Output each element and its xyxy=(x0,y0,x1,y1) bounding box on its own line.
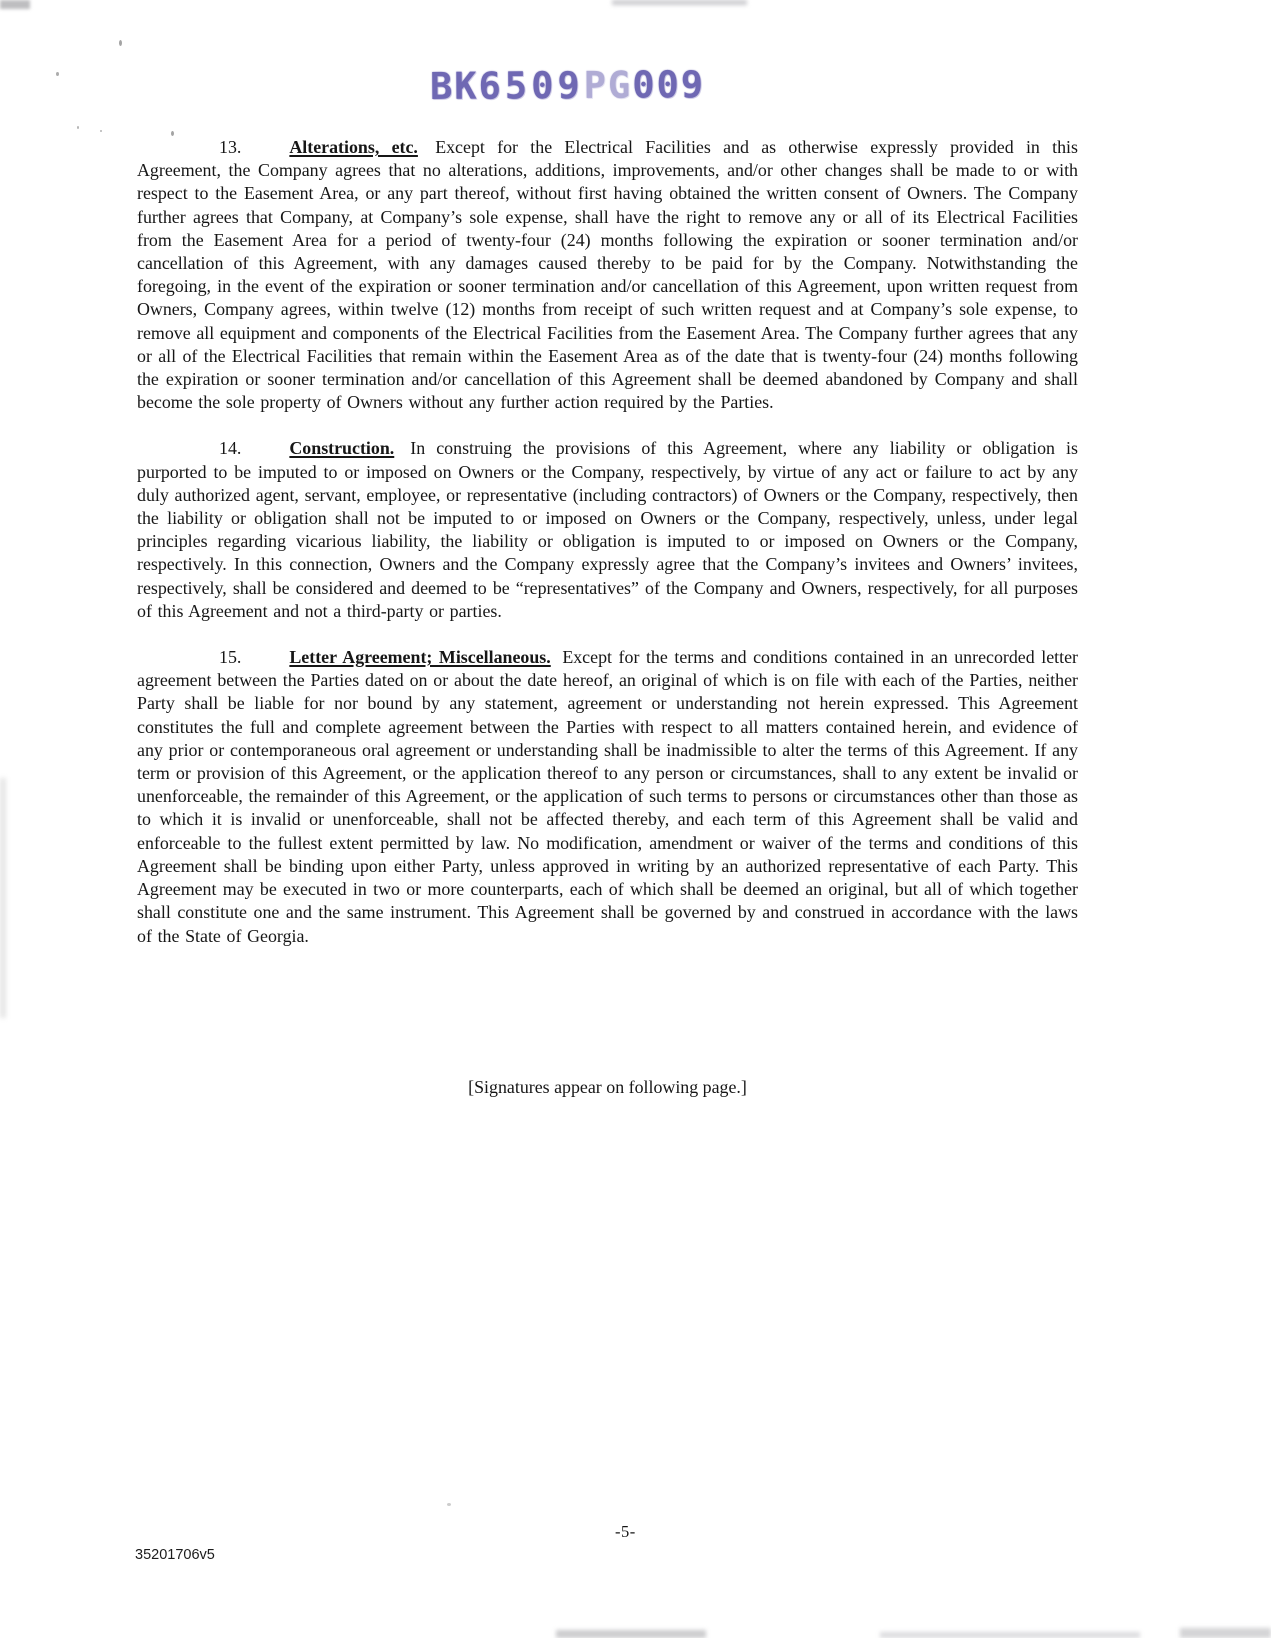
scan-smudge-bottom-right xyxy=(1180,1628,1271,1638)
section-14-heading: Construction. xyxy=(289,438,395,459)
recorder-stamp xyxy=(430,63,705,108)
scan-speck xyxy=(77,126,79,129)
section-15-heading: Letter Agreement; Miscellaneous. xyxy=(289,647,551,668)
scan-smudge-left-edge xyxy=(0,778,6,1018)
signature-note: [Signatures appear on following page.] xyxy=(468,1077,747,1097)
scan-smudge-top-edge xyxy=(612,0,747,5)
stamp-book-number: 6509 xyxy=(478,63,584,108)
scan-speck xyxy=(100,130,102,132)
stamp-bk-label: BK xyxy=(429,64,479,108)
section-15-number: 15. xyxy=(219,647,242,668)
stamp-page-number: 009 xyxy=(632,63,706,107)
section-14-body: In construing the provisions of this Agreement, where any liability or obligation is purported to be imputed to or imposed on Owners or the Company, respectively, by virtue of any act or failure to act by any duly authorized agent, servant, employee, or representative (including contractors) of Owners or the Company, respectively, then the liability or obligation shall not be imputed to or imposed on Owners or the Company, respectively, unless, under legal principles regarding vicarious liability, the liability or obligation is imputed to or imposed on Owners or the Company, respectively. In this connection, Owners and the Company expressly agree that the Company’s invitees and Owners’ invitees, respectively, shall be considered and deemed to be “representatives” of the Company and Owners, respectively, for all purposes of this Agreement and not a third-party or parties. xyxy=(137,438,1078,621)
section-13-heading: Alterations, etc. xyxy=(289,137,418,157)
stamp-pg-label: PG xyxy=(583,63,633,107)
scan-speck xyxy=(447,1503,451,1506)
agreement-text-block xyxy=(137,136,1078,971)
section-14-number: 14. xyxy=(219,438,242,459)
section-13-body: Except for the Electrical Facilities and as otherwise expressly provided in this Agreement, the Company agrees that no alterations, additions, improvements, and/or other changes shall be made to or with respect to the Easement Area, or any part thereof, without first having obtained the written consent of Owners. The Company further agrees that Company, at Company’s sole expense, shall have the right to remove any or all of its Electrical Facilities from the Easement Area for a period of twenty-four (24) months following the expiration or sooner termination and/or cancellation of this Agreement, with any damages caused thereby to be paid for by the Company. Notwithstanding the foregoing, in the event of the expiration or sooner termination and/or cancellation of this Agreement, upon written request from Owners, Company agrees, within twelve (12) months from receipt of such written request and at Company’s sole expense, to remove all equipment and components of the Electrical Facilities from the Easement Area. The Company further agrees that any or all of the Electrical Facilities that remain within the Easement Area as of the date that is twenty-four (24) months following the expiration or sooner termination and/or cancellation of this Agreement shall be deemed abandoned by Company and shall become the sole property of Owners without any further action required by the Parties. xyxy=(137,137,1078,413)
section-15-letter-agreement xyxy=(137,646,1078,948)
scan-smudge-top-left-corner xyxy=(0,0,30,9)
section-13-number: 13. xyxy=(219,137,242,157)
scan-smudge-bottom-edge xyxy=(880,1632,1140,1638)
section-15-body: Except for the terms and conditions contained in an unrecorded letter agreement between the Parties dated on or about the date hereof, an original of which is on file with each of the Parties, neither Party shall be liable for nor bound by any statement, agreement or understanding not herein expressed. This Agreement constitutes the full and complete agreement between the Parties with respect to all matters contained herein, and evidence of any prior or contemporaneous oral agreement or understanding shall be inadmissible to alter the terms of this Agreement. If any term or provision of this Agreement, or the application thereof to any person or circumstances, shall to any extent be invalid or unenforceable, the remainder of this Agreement, or the application of such terms to persons or circumstances other than those as to which it is invalid or unenforceable, shall not be affected thereby, and each term of this Agreement shall be valid and enforceable to the fullest extent permitted by law. No modification, amendment or waiver of the terms and conditions of this Agreement shall be binding upon either Party, unless approved in writing by an authorized representative of each Party. This Agreement may be executed in two or more counterparts, each of which shall be deemed an original, but all of which together shall constitute one and the same instrument. This Agreement shall be governed by and construed in accordance with the laws of the State of Georgia. xyxy=(137,647,1078,946)
page-number: -5- xyxy=(615,1522,636,1541)
document-control-number: 35201706v5 xyxy=(135,1547,215,1563)
scan-smudge-bottom-edge xyxy=(556,1630,706,1638)
section-14-construction xyxy=(137,437,1078,623)
scan-speck xyxy=(119,40,122,46)
section-13-alterations xyxy=(137,136,1078,414)
scan-speck xyxy=(56,72,59,76)
